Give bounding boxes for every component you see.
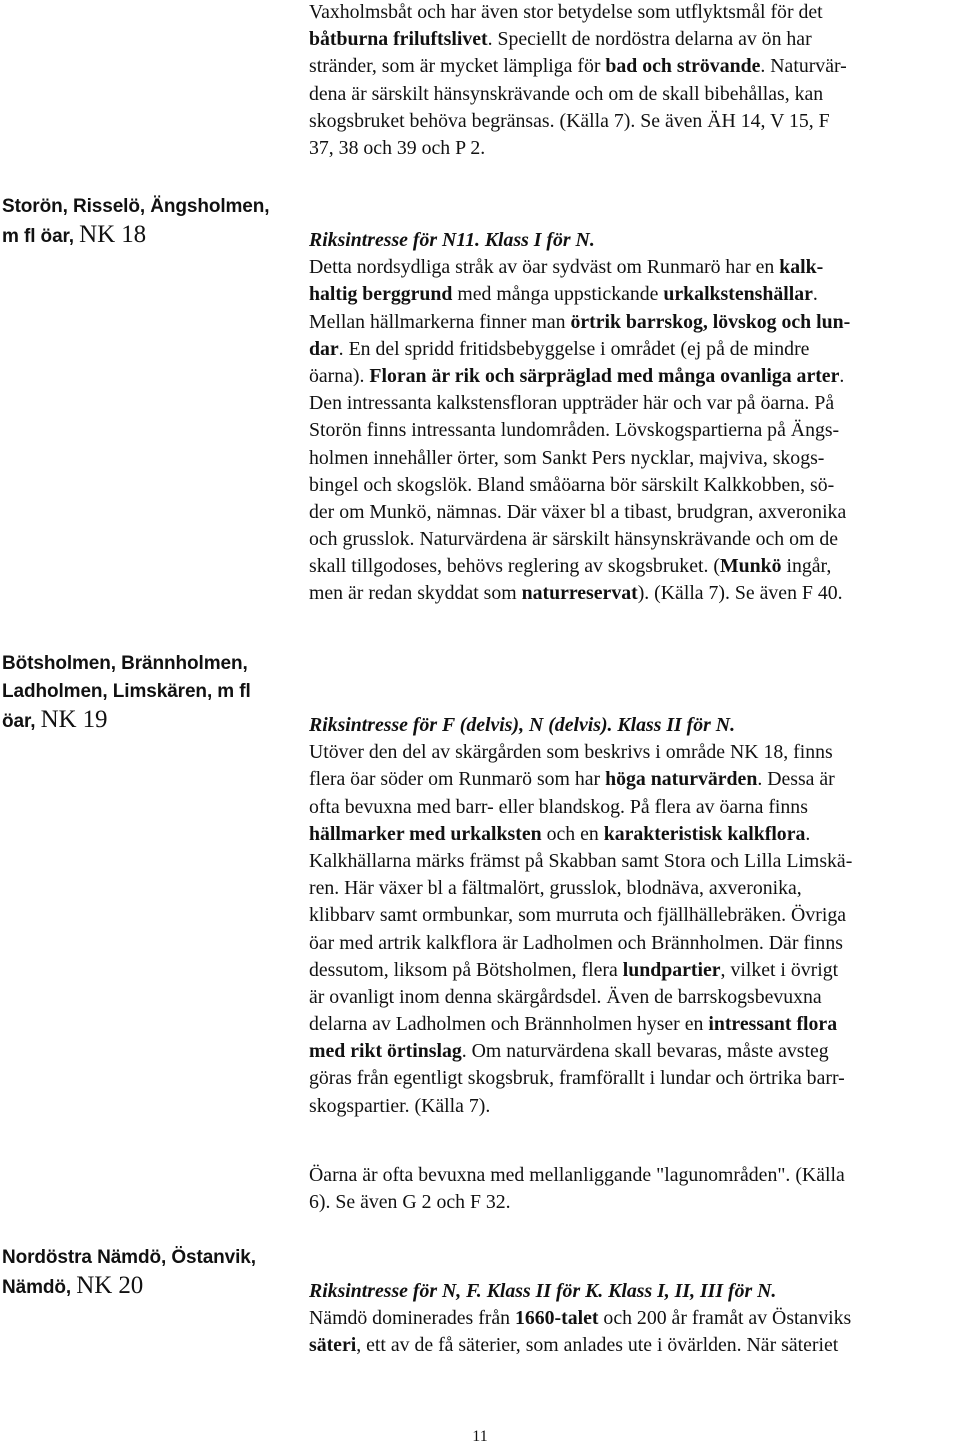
intro-paragraph [309,0,959,162]
bold-text-run: Floran är rik och särpräglad med många ovanliga arter [369,364,840,387]
section-lead: Riksintresse för N, F. Klass II för K. Klass I, II, III för N. [309,1280,777,1302]
bold-text-run: urkalkstenshällar [663,283,813,306]
text-run: 37, 38 och 39 och P 2. [309,136,486,159]
text-run: 6). Se även G 2 och F 32. [309,1191,511,1214]
text-run: och en [541,822,604,845]
text-line [309,766,959,793]
text-run: . [805,822,811,845]
bold-text-run: lundpartier [622,958,721,981]
text-run: . Speciellt de nordöstra delarna av ön har [487,28,812,51]
section-title-line: öar, [2,711,36,732]
section-title-line: Bötsholmen, Brännholmen, [2,653,248,674]
text-line [309,526,959,553]
section-body-nk18 [309,227,959,608]
text-line [309,848,959,875]
text-run: är ovanligt inom denna skärgårdsdel. Även de barrskogsbevuxna [309,985,822,1008]
bold-text-run: säteri [309,1334,357,1357]
text-run: klibbarv samt ormbunkar, som murruta och fjällhällebräken. Övriga [309,904,846,927]
text-run: ofta bevuxna med barr- eller blandskog. På flera av öarna finns [309,795,808,818]
text-run: Vaxholmsbåt och har även stor betydelse som utflyktsmål för det [309,1,823,23]
text-run: holmen innehåller örter, som Sankt Pers nycklar, majviva, skogs- [309,446,825,469]
text-line [309,336,959,363]
text-line [309,1305,959,1332]
bold-text-run: naturreservat [521,582,638,605]
text-line [309,957,959,984]
text-run: , vilket i övrigt [720,958,839,981]
text-run: skogsbruket behöva begränsas. (Källa 7). Se även ÄH 14, V 15, F [309,109,830,132]
section-code: NK 18 [79,221,147,248]
text-line [309,135,959,162]
bold-text-run: höga naturvärden [605,768,758,791]
text-line [309,875,959,902]
section-paragraph [309,254,959,607]
section-body-nk20 [309,1278,959,1360]
text-line [309,1011,959,1038]
text-run: öar med artrik kalkflora är Ladholmen och Brännholmen. Där finns [309,931,843,954]
section-title-line: Storön, Risselö, Ängsholmen, [2,196,270,217]
text-run: Mellan hällmarkerna finner man [309,310,571,333]
text-run: skogspartier. (Källa 7). [309,1094,491,1117]
bold-text-run: intressant flora [708,1013,838,1036]
text-run: Detta nordsydliga stråk av öar sydväst om Runmarö har en [309,256,780,279]
text-line [309,281,959,308]
text-line [309,445,959,472]
text-run: göras från egentligt skogsbruk, framförallt i lundar och örtrika barr- [309,1067,845,1090]
text-line [309,794,959,821]
text-run: Storön finns intressanta lundområden. Lövskogspartierna på Ängs- [309,419,840,442]
text-line [309,254,959,281]
text-line [309,0,959,26]
text-line [309,53,959,80]
text-run: ). (Källa 7). Se även F 40. [637,582,843,605]
section-lead: Riksintresse för N11. Klass I för N. [309,229,595,251]
text-line [309,1189,959,1216]
text-run: men är redan skyddat som [309,582,522,605]
text-line [309,309,959,336]
bold-text-run: hällmarker med urkalksten [309,822,542,845]
section-title-line: Ladholmen, Limskären, m fl [2,681,251,702]
text-run: skall tillgodoses, behövs reglering av skogsbruket. ( [309,555,720,578]
text-run: delarna av Ladholmen och Brännholmen hyser en [309,1013,709,1036]
text-run: stränder, som är mycket lämpliga för [309,55,606,78]
section-paragraph [309,739,959,1120]
section-body-nk19 [309,712,959,1120]
section-extra-paragraph-nk19 [309,1162,959,1216]
bold-text-run: örtrik barrskog, lövskog och lun- [570,310,851,333]
bold-text-run: båtburna friluftslivet [309,28,488,51]
bold-text-run: dar [309,337,339,360]
text-run: Utöver den del av skärgården som beskrivs i område NK 18, finns [309,741,833,764]
bold-text-run: 1660-talet [514,1307,599,1330]
text-line [309,26,959,53]
text-line [309,1093,959,1120]
text-run: Öarna är ofta bevuxna med mellanliggande "lagunområden". (Källa [309,1164,845,1186]
section-paragraph [309,1305,959,1359]
text-line [309,1065,959,1092]
text-run: ingår, [781,555,832,578]
section-title-line: Nämdö, [2,1277,72,1298]
text-line [309,821,959,848]
section-title-nk18 [2,193,302,251]
text-run: och 200 år framåt av Östanviks [598,1307,852,1330]
text-run: Kalkhällarna märks främst på Skabban samt Stora och Lilla Limskä- [309,849,853,872]
section-title-line: Nordöstra Nämdö, Östanvik, [2,1247,256,1268]
text-line [309,108,959,135]
text-run: bingel och skogslök. Bland småöarna bör särskilt Kalkkobben, sö- [309,473,835,496]
text-line [309,472,959,499]
text-run: . [839,364,845,387]
text-line [309,1332,959,1359]
text-run: och grusslok. Naturvärdena är särskilt hänsynskrävande och om de [309,528,838,551]
section-lead: Riksintresse för F (delvis), N (delvis). Klass II för N. [309,714,736,736]
text-run: flera öar söder om Runmarö som har [309,768,606,791]
text-run: der om Munkö, nämnas. Där växer bl a tibast, brudgran, axveronika [309,500,847,523]
text-line [309,553,959,580]
text-line [309,739,959,766]
text-line [309,1162,959,1189]
text-line [309,81,959,108]
text-run: . [812,283,818,306]
page-number: 11 [472,1428,488,1445]
text-run: dessutom, liksom på Bötsholmen, flera [309,958,623,981]
bold-text-run: kalk- [779,256,824,279]
text-run: . Dessa är [757,768,835,791]
text-line [309,417,959,444]
text-line [309,984,959,1011]
text-run: öarna). [309,364,370,387]
text-run: . Om naturvärdena skall bevaras, måste avsteg [461,1040,829,1063]
text-run: . Naturvär- [760,55,847,78]
text-line [309,930,959,957]
text-run: Den intressanta kalkstensfloran uppträder här och var på öarna. På [309,392,835,415]
text-run: med många uppstickande [452,283,664,306]
text-line [309,1038,959,1065]
text-run: , ett av de få säterier, som anlades ute i övärlden. När säteriet [356,1334,839,1357]
text-run: . En del spridd fritidsbebyggelse i området (ej på de mindre [338,337,810,360]
bold-text-run: bad och strövande [605,55,761,78]
bold-text-run: Munkö [719,555,782,578]
bold-text-run: karakteristisk kalkflora [603,822,806,845]
text-run: ren. Här växer bl a fältmalört, grusslok, blodnäva, axveronika, [309,877,802,900]
bold-text-run: haltig berggrund [309,283,453,306]
text-line [309,390,959,417]
text-run: dena är särskilt hänsynskrävande och om de skall bibehållas, kan [309,82,824,105]
text-line [309,580,959,607]
text-line [309,499,959,526]
bold-text-run: med rikt örtinslag [309,1040,462,1063]
section-title-nk20 [2,1244,302,1302]
text-run: Nämdö dominerades från [309,1307,515,1330]
text-line [309,363,959,390]
section-code: NK 20 [76,1272,144,1299]
section-code: NK 19 [40,706,108,733]
section-title-line: m fl öar, [2,226,74,247]
text-line [309,902,959,929]
section-title-nk19 [2,650,302,736]
